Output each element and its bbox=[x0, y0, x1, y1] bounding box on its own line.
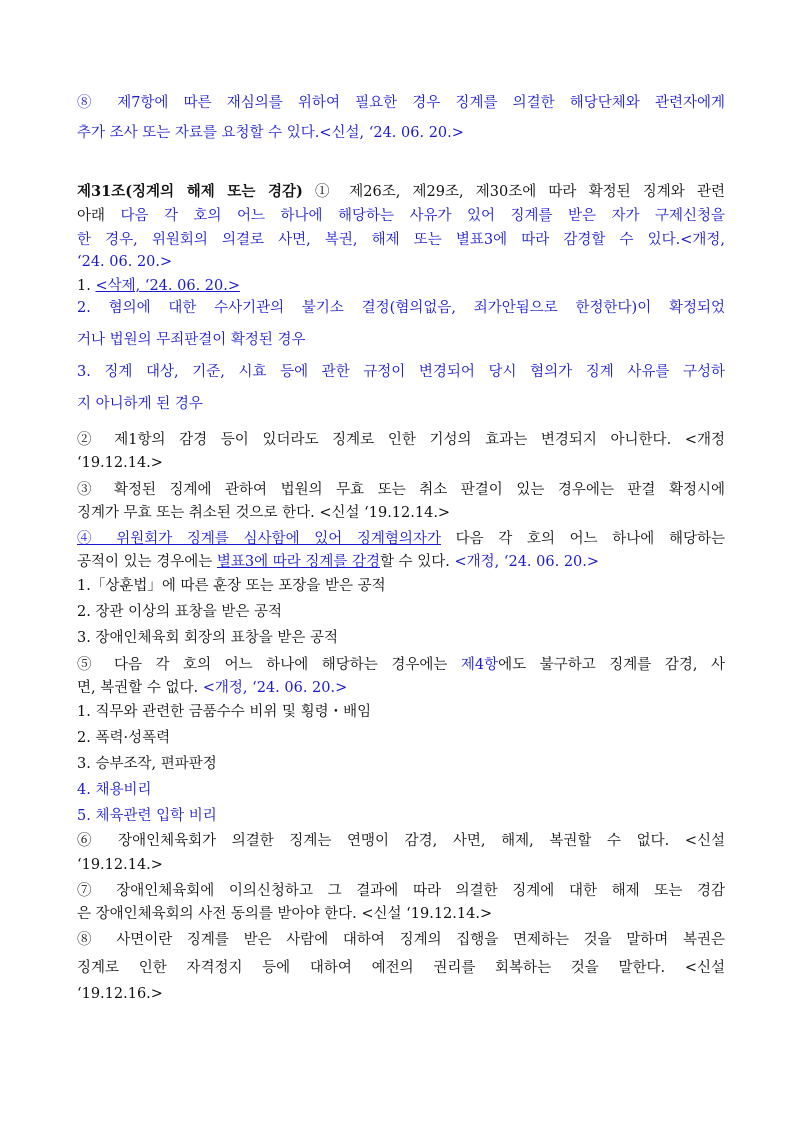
text: 거나 법원의 무죄판결이 확정된 경우 bbox=[77, 332, 306, 348]
para-4-item-3 bbox=[77, 628, 725, 648]
text: ⑦ 장애인체육회에 이의신청하고 그 결과에 따라 의결한 징계에 대한 해제 또는 경감 bbox=[77, 883, 725, 899]
para-8b-line-3 bbox=[77, 984, 725, 1004]
text: ① 제26조, 제29조, 제30조에 따라 확정된 징계와 관련 bbox=[302, 184, 725, 200]
para-5-item-5 bbox=[77, 806, 725, 826]
text: <개정, ‘24. 06. 20.> bbox=[454, 554, 600, 570]
text: 공적이 있는 경우에는 bbox=[77, 554, 217, 570]
text: ⑥ 장애인체육회가 의결한 징계는 연맹이 감경, 사면, 해제, 복권할 수 없다. <신설 bbox=[77, 833, 725, 849]
text: ‘24. 06. 20.> bbox=[77, 254, 173, 270]
para-6-line-2 bbox=[77, 855, 725, 875]
text: ② 제1항의 감경 등이 있더라도 징계로 인한 기성의 효과는 변경되지 아니한다. <개정 bbox=[77, 432, 725, 448]
para-5-item-4 bbox=[77, 780, 725, 800]
article-title: 제31조(징계의 해제 또는 경감) bbox=[77, 183, 303, 200]
item-3-line-1 bbox=[77, 362, 725, 382]
item-1 bbox=[77, 276, 725, 296]
para-7-line-2 bbox=[77, 904, 725, 924]
para-4-item-2 bbox=[77, 602, 725, 622]
para-2-line-1 bbox=[77, 430, 725, 450]
text: ‘19.12.14.> bbox=[77, 857, 163, 873]
article-31-line-2 bbox=[77, 206, 725, 226]
para-8-line-2 bbox=[77, 123, 725, 143]
text: 별표3에 따라 징계를 감경 bbox=[216, 554, 381, 570]
para-6-line-1 bbox=[77, 831, 725, 851]
text: 징계가 무효 또는 취소된 것으로 한다. <신설 ‘19.12.14.> bbox=[77, 505, 451, 521]
para-8-line-1 bbox=[77, 93, 725, 113]
text: 5. 체육관련 입학 비리 bbox=[77, 808, 217, 824]
text: 1.「상훈법」에 따른 훈장 또는 포장을 받은 공적 bbox=[77, 578, 386, 594]
text: 제4항 bbox=[460, 657, 499, 673]
item-2-line-1 bbox=[77, 298, 725, 318]
text: 3. 승부조작, 편파판정 bbox=[77, 756, 217, 772]
text: 아래 bbox=[77, 208, 121, 224]
para-5-item-2 bbox=[77, 728, 725, 748]
text: 2. 장관 이상의 표창을 받은 공적 bbox=[77, 604, 282, 620]
para-4-line-1 bbox=[77, 529, 725, 549]
text: ‘19.12.14.> bbox=[77, 455, 163, 471]
article-31-line-4 bbox=[77, 252, 725, 272]
text: 면, 복권할 수 없다. bbox=[77, 680, 203, 696]
text: 2. 혐의에 대한 수사기관의 불기소 결정(혐의없음, 죄가안됨으로 한정한다)이 확정되었 bbox=[77, 300, 725, 316]
para-3-line-1 bbox=[77, 480, 725, 500]
text: 지 아니하게 된 경우 bbox=[77, 396, 203, 412]
text: 2. 폭력·성폭력 bbox=[77, 730, 171, 746]
para-5-line-1 bbox=[77, 655, 725, 675]
text: ④ 위원회가 징계를 심사함에 있어 징계혐의자가 bbox=[77, 531, 441, 547]
text: ‘19.12.16.> bbox=[77, 986, 163, 1002]
text: 1. 직무와 관련한 금품수수 비위 및 횡령・배임 bbox=[77, 704, 372, 720]
text: 다음 각 호의 어느 하나에 해당하는 사유가 있어 징계를 받은 자가 구제신청을 bbox=[120, 208, 725, 224]
text: ⑧ 제7항에 따른 재심의를 위하여 필요한 경우 징계를 의결한 해당단체와 관련자에게 bbox=[77, 95, 725, 111]
para-4-item-1 bbox=[77, 576, 725, 596]
para-8b-line-1 bbox=[77, 930, 725, 950]
para-5-item-1 bbox=[77, 702, 725, 722]
text: <개정, ‘24. 06. 20.> bbox=[202, 680, 348, 696]
text: 1. bbox=[77, 278, 96, 294]
text: 은 장애인체육회의 사전 동의를 받아야 한다. <신설 ‘19.12.14.> bbox=[77, 906, 493, 922]
text: 추가 조사 또는 자료를 요청할 수 있다.<신설, ‘24. 06. 20.> bbox=[77, 125, 464, 141]
para-8b-line-2 bbox=[77, 958, 725, 978]
text: ③ 확정된 징계에 관하여 법원의 무효 또는 취소 판결이 있는 경우에는 판결 확정시에 bbox=[77, 482, 725, 498]
text: 할 수 있다. bbox=[380, 554, 455, 570]
para-3-line-2 bbox=[77, 503, 725, 523]
para-2-line-2 bbox=[77, 453, 725, 473]
text: <삭제, ‘24. 06. 20.> bbox=[95, 278, 240, 294]
article-31-heading bbox=[77, 182, 725, 202]
item-3-line-2 bbox=[77, 394, 725, 414]
para-5-item-3 bbox=[77, 754, 725, 774]
text: 에도 불구하고 징계를 감경, 사 bbox=[498, 657, 725, 673]
para-4-line-2 bbox=[77, 552, 725, 572]
text: 4. 채용비리 bbox=[77, 782, 152, 798]
text: ⑤ 다음 각 호의 어느 하나에 해당하는 경우에는 bbox=[77, 657, 461, 673]
para-5-line-2 bbox=[77, 678, 725, 698]
text: ⑧ 사면이란 징계를 받은 사람에 대하여 징계의 집행을 면제하는 것을 말하며 복권은 bbox=[77, 932, 725, 948]
text: 3. 장애인체육회 회장의 표창을 받은 공적 bbox=[77, 630, 338, 646]
article-31-line-3 bbox=[77, 230, 725, 250]
text: 한 경우, 위원회의 의결로 사면, 복권, 해제 또는 별표3에 따라 감경할 수 있다.<개정, bbox=[77, 232, 725, 248]
text: 다음 각 호의 어느 하나에 해당하는 bbox=[440, 531, 725, 547]
item-2-line-2 bbox=[77, 330, 725, 350]
text: 3. 징계 대상, 기준, 시효 등에 관한 규정이 변경되어 당시 혐의가 징계 사유를 구성하 bbox=[77, 364, 725, 380]
para-7-line-1 bbox=[77, 881, 725, 901]
text: 징계로 인한 자격정지 등에 대하여 예전의 권리를 회복하는 것을 말한다. <신설 bbox=[77, 960, 725, 976]
